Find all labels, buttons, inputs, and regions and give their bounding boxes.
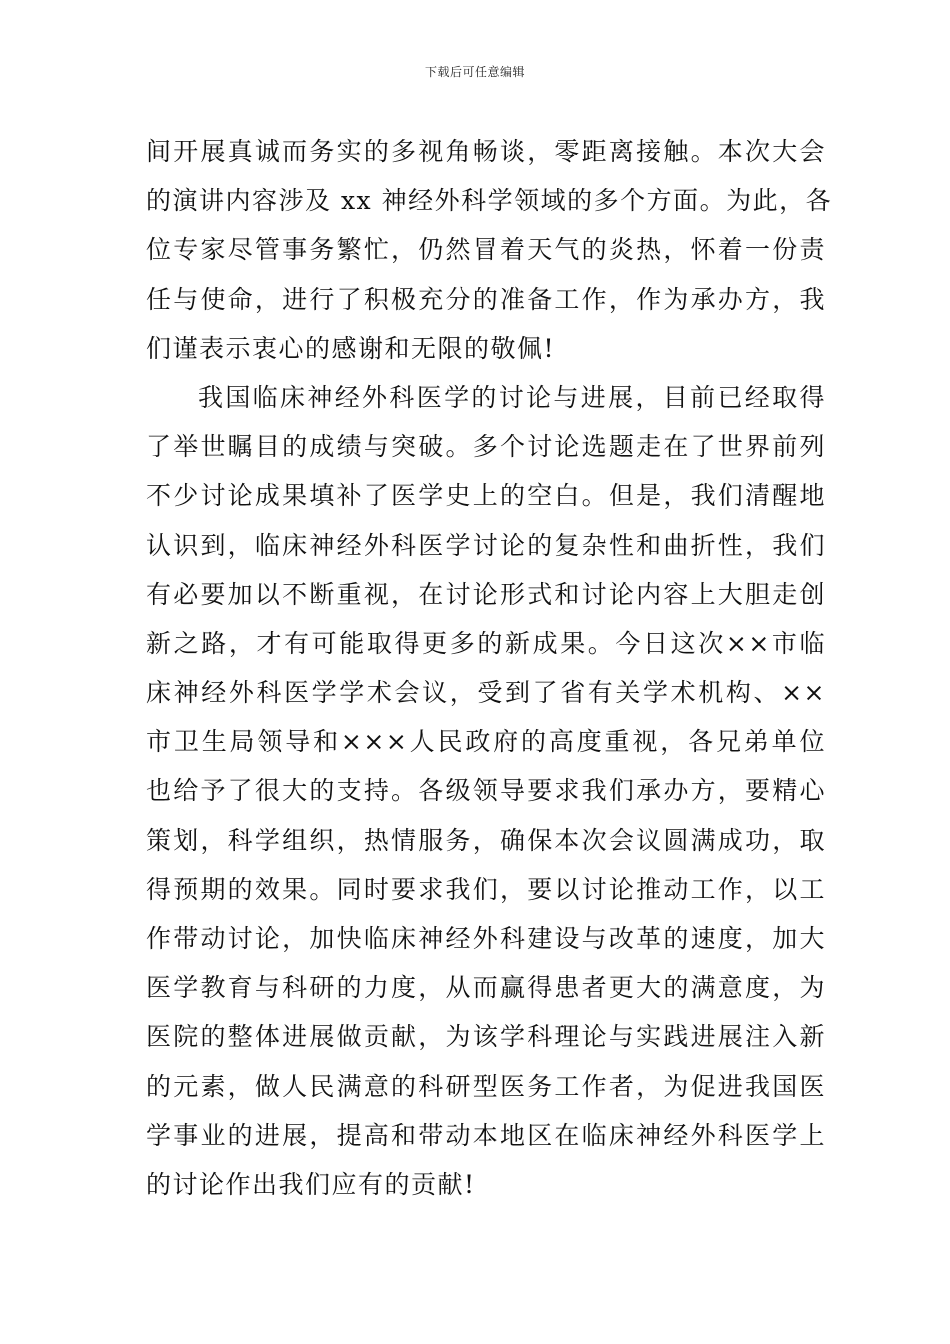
text-line: 医院的整体进展做贡献，为该学科理论与实践进展注入新 (146, 1022, 826, 1052)
text-line: 任与使命，进行了积极充分的准备工作，作为承办方，我 (146, 284, 826, 314)
document-body (146, 127, 833, 1209)
text-line: 不少讨论成果填补了医学史上的空白。但是，我们清醒地 (146, 481, 826, 511)
text-line: 我国临床神经外科医学的讨论与进展，目前已经取得 (198, 382, 826, 412)
text-line: 床神经外科医学学术会议，受到了省有关学术机构、×× (146, 678, 826, 708)
paragraph-1 (146, 127, 833, 373)
text-line: 了举世瞩目的成绩与突破。多个讨论选题走在了世界前列 (146, 432, 826, 462)
text-line: 的元素，做人民满意的科研型医务工作者，为促进我国医 (146, 1071, 826, 1101)
text-line: 的演讲内容涉及 xx 神经外科学领域的多个方面。为此，各 (146, 186, 833, 216)
text-line: 的讨论作出我们应有的贡献! (146, 1169, 476, 1199)
text-line: 位专家尽管事务繁忙，仍然冒着天气的炎热，怀着一份责 (146, 235, 826, 265)
text-line: 市卫生局领导和×××人民政府的高度重视，各兄弟单位 (146, 727, 826, 757)
text-line: 新之路，才有可能取得更多的新成果。今日这次××市临 (146, 628, 826, 658)
text-line: 策划，科学组织，热情服务，确保本次会议圆满成功，取 (146, 825, 826, 855)
text-line: 作带动讨论，加快临床神经外科建设与改革的速度，加大 (146, 924, 826, 953)
text-line: 认识到，临床神经外科医学讨论的复杂性和曲折性，我们 (146, 530, 826, 560)
text-line: 们谨表示衷心的感谢和无限的敬佩! (146, 333, 556, 363)
text-line: 有必要加以不断重视，在讨论形式和讨论内容上大胆走创 (146, 579, 826, 609)
text-line: 也给予了很大的支持。各级领导要求我们承办方，要精心 (146, 776, 826, 806)
text-line: 医学教育与科研的力度，从而赢得患者更大的满意度，为 (146, 973, 826, 1003)
text-line: 间开展真诚而务实的多视角畅谈，零距离接触。本次大会 (146, 137, 826, 166)
paragraph-2 (146, 373, 826, 1209)
text-line: 得预期的效果。同时要求我们，要以讨论推动工作，以工 (146, 874, 826, 904)
page-header: 下载后可任意编辑 (424, 65, 525, 79)
text-line: 学事业的进展，提高和带动本地区在临床神经外科医学上 (146, 1120, 826, 1150)
